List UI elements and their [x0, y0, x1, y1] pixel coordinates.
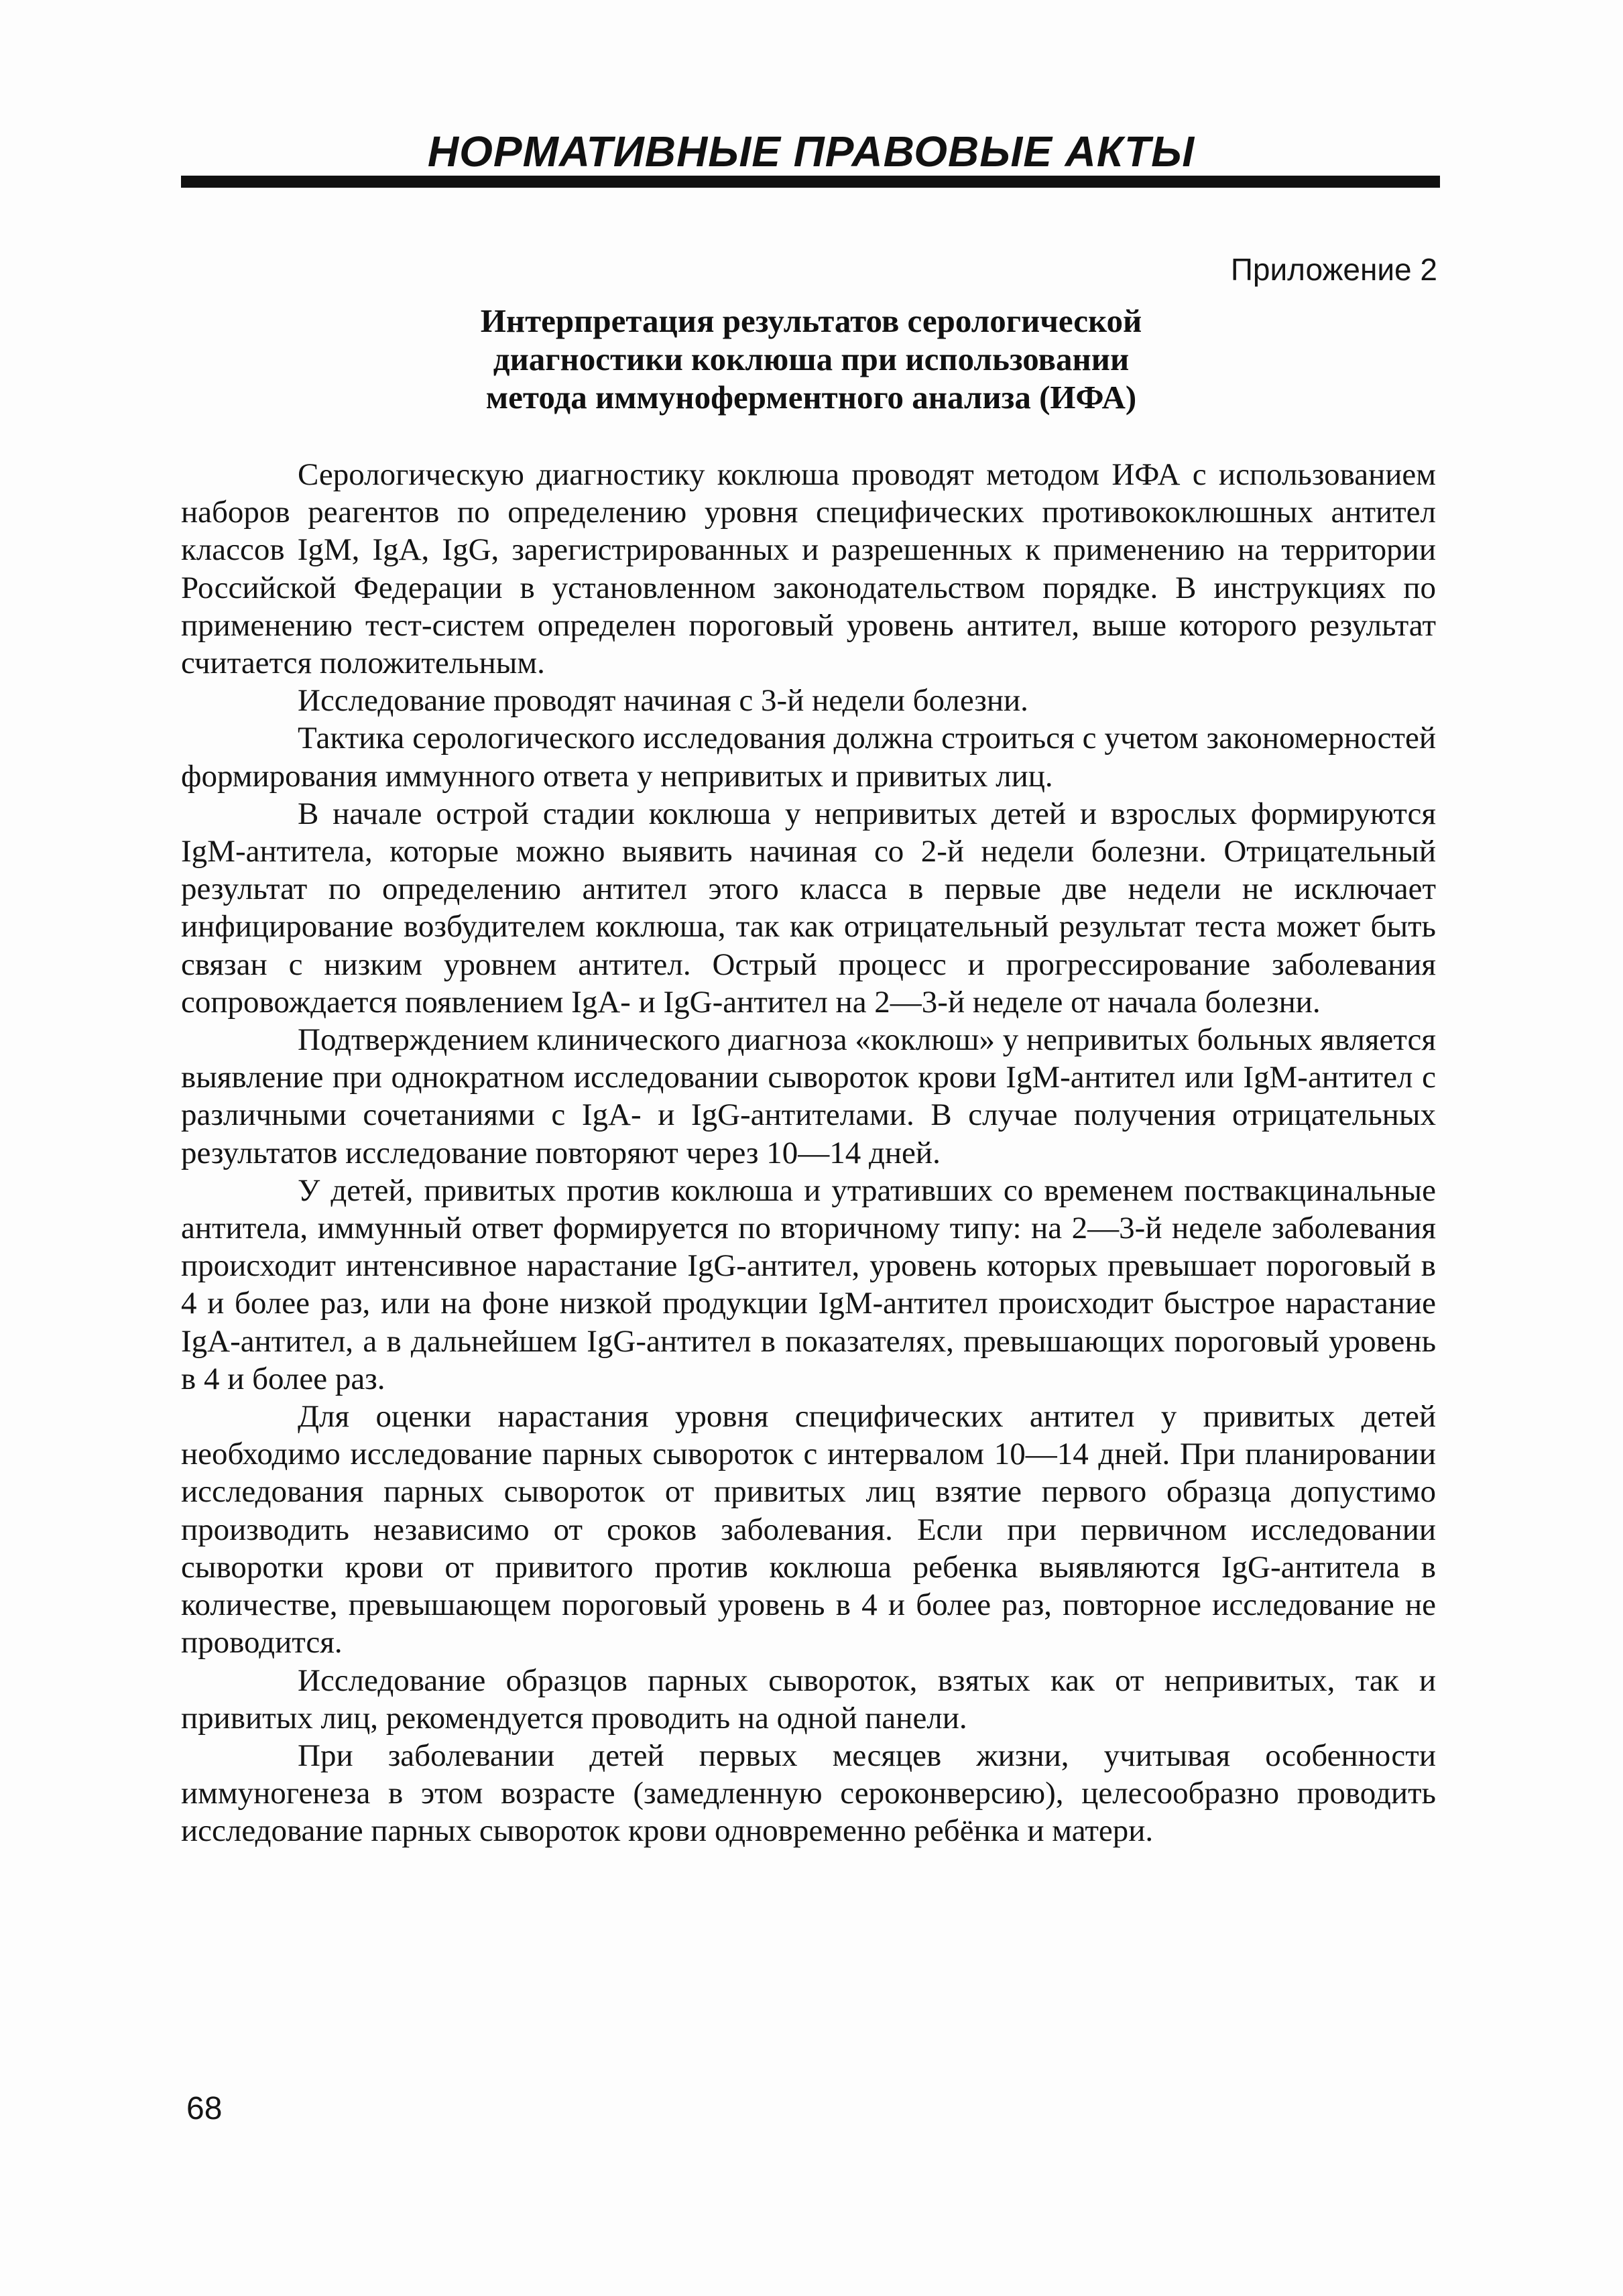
appendix-label: Приложение 2: [1230, 252, 1437, 287]
section-header-title: НОРМАТИВНЫЕ ПРАВОВЫЕ АКТЫ: [427, 127, 1195, 176]
body-paragraph: При заболевании детей первых месяцев жизни, учитывая особенности иммуногенеза в этом возрасте (замедленную сероконверсию), целесообразно проводить исследование парных сывороток крови одновременно ребёнка и матери.: [181, 1738, 1436, 1849]
header-rule: [181, 176, 1440, 188]
document-title: [335, 302, 1287, 416]
body-paragraph: Серологическую диагностику коклюша проводят методом ИФА с использованием наборов реагентов по определению уровня специфических противококлюшных антител классов IgM, IgA, IgG, зарегистрированных и разрешенных к применению на территории Российской Федерации в установленном законодательством порядке. В инструкциях по применению тест-систем определен пороговый уровень антител, выше которого результат считается положительным.: [181, 457, 1436, 681]
document-body: [181, 456, 1436, 1850]
body-paragraph: В начале острой стадии коклюша у непривитых детей и взрослых формируются IgM-антитела, которые можно выявить начиная со 2-й недели болезни. Отрицательный результат по определению антител этого класса в первые две недели не исключает инфицирование возбудителем коклюша, так как отрицательный результат теста может быть связан с низким уровнем антител. Острый процесс и прогрессирование заболевания сопровождается появлением IgA- и IgG-антител на 2—3-й неделе от начала болезни.: [181, 796, 1436, 1020]
body-paragraph: Тактика серологического исследования должна строиться с учетом закономерностей формирования иммунного ответа у непривитых и привитых лиц.: [181, 721, 1436, 794]
body-paragraph: У детей, привитых против коклюша и утративших со временем поствакцинальные антитела, иммунный ответ формируется по вторичному типу: на 2—3-й неделе заболевания происходит интенсивное нарастание IgG-антител, уровень которых превышает пороговый в 4 и более раз, или на фоне низкой продукции IgM-антител происходит быстрое нарастание IgA-антител, а в дальнейшем IgG-антител в показателях, превышающих пороговый уровень в 4 и более раз.: [181, 1172, 1436, 1396]
body-paragraph: Для оценки нарастания уровня специфических антител у привитых детей необходимо исследование парных сывороток с интервалом 10—14 дней. При планировании исследования парных сывороток от привитых лиц взятие первого образца допустимо производить независимо от сроков заболевания. Если при первичном исследовании сыворотки крови от привитого против коклюша ребенка выявляются IgG-антитела в количестве, превышающем пороговый уровень в 4 и более раз, повторное исследование не проводится.: [181, 1399, 1436, 1660]
body-paragraph: Исследование проводят начиная с 3-й недели болезни.: [298, 683, 1028, 719]
body-paragraph: Исследование образцов парных сывороток, взятых как от непривитых, так и привитых лиц, рекомендуется проводить на одной панели.: [181, 1663, 1436, 1736]
document-title-line: диагностики коклюша при использовании: [493, 341, 1130, 377]
body-paragraph: Подтверждением клинического диагноза «коклюш» у непривитых больных является выявление при однократном исследовании сывороток крови IgM-антител или IgM-антител с различными сочетаниями с IgA- и IgG-антителами. В случае получения отрицательных результатов исследование повторяют через 10—14 дней.: [181, 1022, 1436, 1170]
page-number: 68: [186, 2091, 223, 2126]
document-title-line: метода иммуноферментного анализа (ИФА): [485, 379, 1137, 416]
document-title-line: Интерпретация результатов серологической: [480, 302, 1142, 339]
